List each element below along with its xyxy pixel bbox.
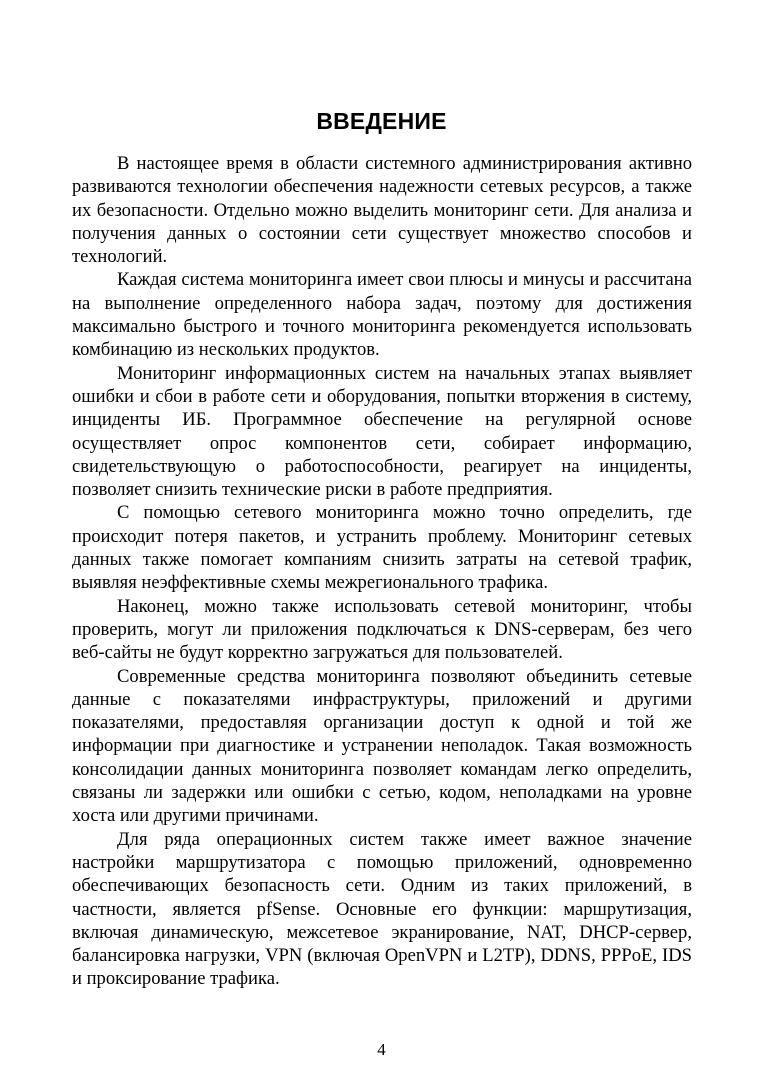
paragraph-5: Наконец, можно также использовать сетевой мониторинг, чтобы проверить, могут ли приложения подключаться к DNS-серверам, без чего веб-сайты не будут корректно загружаться для пользователей. xyxy=(72,595,692,664)
body-text xyxy=(72,152,692,991)
paragraph-1: В настоящее время в области системного администрирования активно развиваются технологии обеспечения надежности сетевых ресурсов, а также их безопасности. Отдельно можно выделить мониторинг сети. Для анализа и получения данных о состоянии сети существует множество способов и технологий. xyxy=(72,153,692,268)
paragraph-7: Для ряда операционных систем также имеет важное значение настройки маршрутизатора с помощью приложений, одновременно обеспечивающих безопасность сети. Одним из таких приложений, в частности, является pfSense. Основные его функции: маршрутизация, включая динамическую, межсетевое экранирование, NAT, DHCP-сервер, балансировка нагрузки, VPN (включая OpenVPN и L2TP), DDNS, PPPoE, IDS и проксирование трафика. xyxy=(72,828,692,990)
paragraph-2: Каждая система мониторинга имеет свои плюсы и минусы и рассчитана на выполнение определенного набора задач, поэтому для достижения максимально быстрого и точного мониторинга рекомендуется использовать комбинацию из нескольких продуктов. xyxy=(72,269,692,361)
page-title: ВВЕДЕНИЕ xyxy=(316,108,447,134)
page-number: 4 xyxy=(377,1040,386,1059)
paragraph-6: Современные средства мониторинга позволяют объединить сетевые данные с показателями инфраструктуры, приложений и другими показателями, предоставляя организации доступ к одной и той же информации при диагностике и устранении неполадок. Такая возможность консолидации данных мониторинга позволяет командам легко определить, связаны ли задержки или ошибки с сетью, кодом, неполадками на уровне хоста или другими причинами. xyxy=(72,665,692,827)
paragraph-3: Мониторинг информационных систем на начальных этапах выявляет ошибки и сбои в работе сети и оборудования, попытки вторжения в систему, инциденты ИБ. Программное обеспечение на регулярной основе осуществляет опрос компонентов сети, собирает информацию, свидетельствующую о работоспособности, реагирует на инциденты, позволяет снизить технические риски в работе предприятия. xyxy=(72,362,692,501)
paragraph-4: С помощью сетевого мониторинга можно точно определить, где происходит потеря пакетов, и устранить проблему. Мониторинг сетевых данных также помогает компаниям снизить затраты на сетевой трафик, выявляя неэффективные схемы межрегионального трафика. xyxy=(72,502,692,594)
